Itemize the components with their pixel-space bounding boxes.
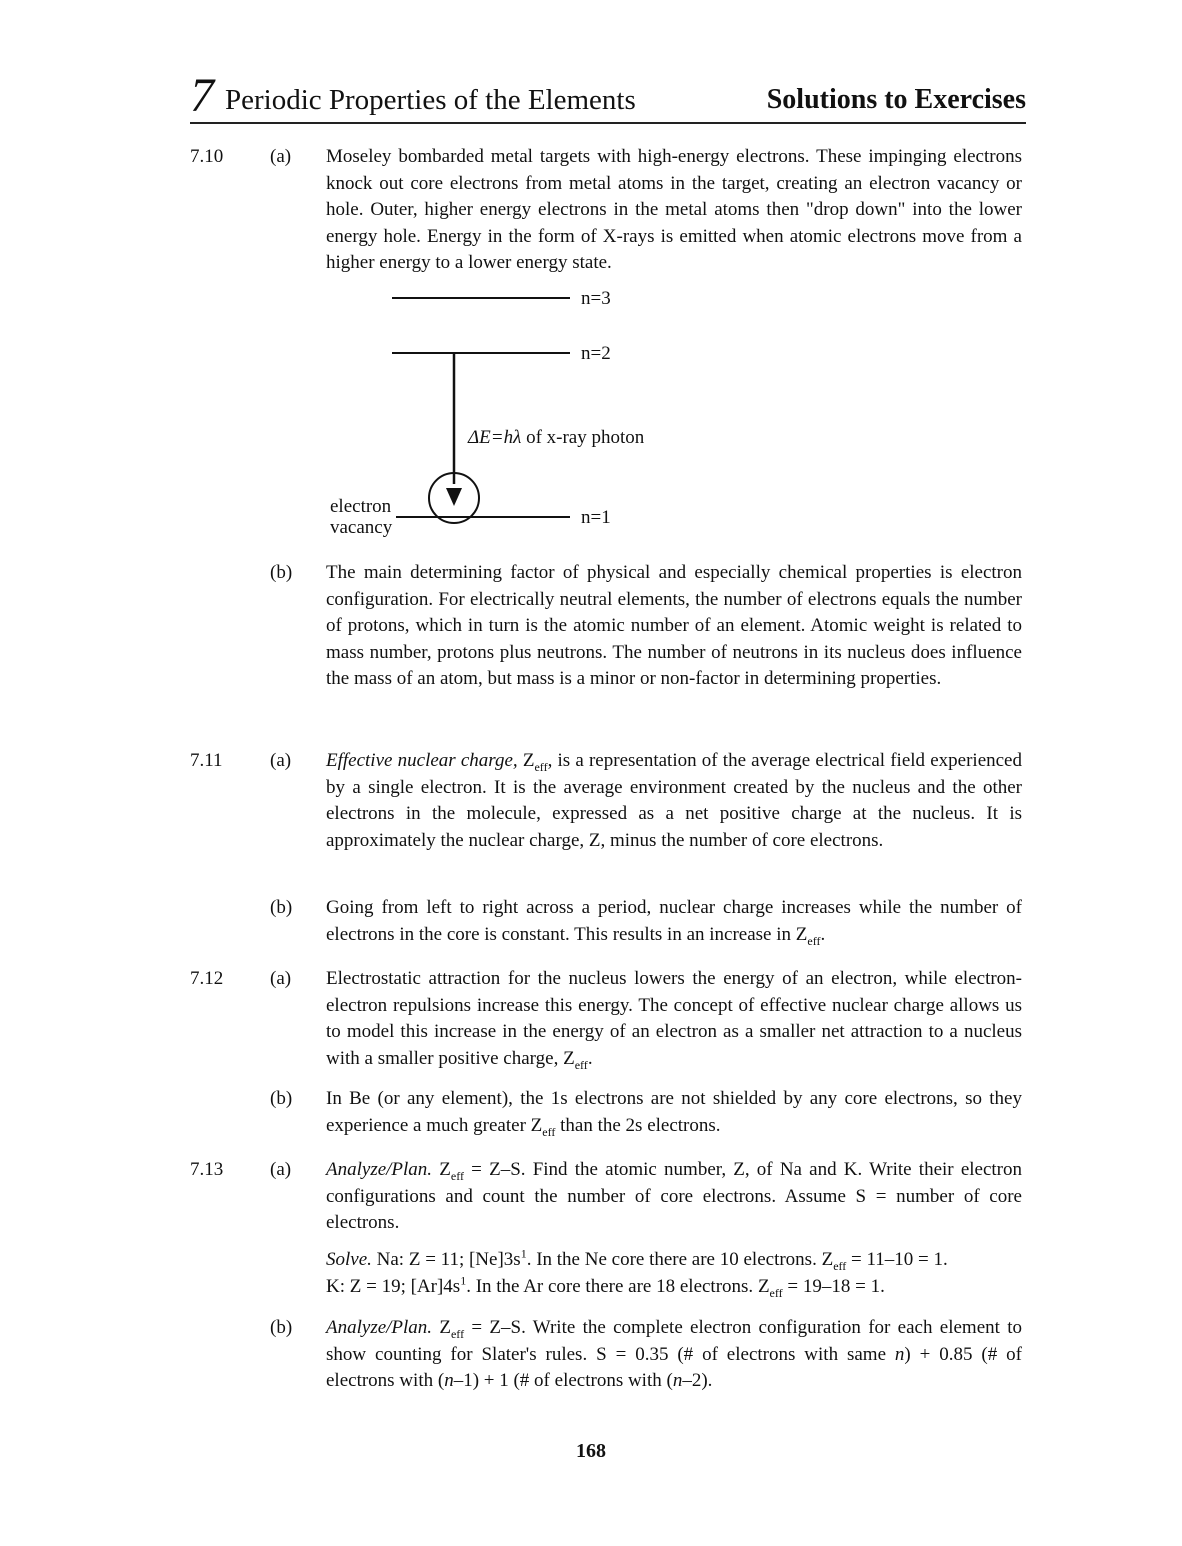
z-subscript: eff bbox=[574, 1057, 588, 1072]
solve-lead: Solve. bbox=[326, 1249, 372, 1270]
paragraph-7-13-a bbox=[326, 1157, 1022, 1237]
paragraph-text: = Z–S. Write the complete electron configuration for each element to show counting for Slater's rules. S = 0.35 (# of electrons with same bbox=[326, 1317, 1023, 1365]
part-label: (a) bbox=[270, 750, 292, 771]
page-header bbox=[190, 70, 1026, 124]
analyze-plan-lead: Analyze/Plan. bbox=[326, 1317, 433, 1338]
paragraph-text: In Be (or any element), the 1s electrons are not shielded by any core electrons, so they experience a much greater bbox=[326, 1088, 1022, 1136]
transition-arrow-head bbox=[446, 488, 462, 506]
z-symbol: Z bbox=[522, 750, 535, 771]
solve-text: = 19–18 = 1. bbox=[782, 1275, 885, 1297]
paragraph-text: = Z–S. Find the atomic number, Z, of Na and K. Write their electron configurations and count the number of core electrons. Assume S = number of core electrons. bbox=[326, 1159, 1022, 1233]
section-title: Solutions to Exercises bbox=[766, 84, 1026, 115]
energy-level-diagram bbox=[320, 284, 740, 544]
chapter-title: Periodic Properties of the Elements bbox=[225, 84, 636, 116]
paragraph-7-10-b: The main determining factor of physical and especially chemical properties is electron configuration. For electrically neutral elements, the number of electrons equals the number of protons, which in turn is the atomic number of an element. Atomic weight is related to mass number, protons plus neutrons. The number of neutrons in its nucleus does influence the mass of an atom, but mass is a minor or non-factor in determining properties. bbox=[326, 562, 1022, 689]
paragraph-7-13-b bbox=[326, 1315, 1022, 1395]
z-symbol: Z bbox=[530, 1114, 543, 1136]
photon-formula: ΔE=hλ bbox=[468, 427, 522, 448]
paragraph-text: Going from left to right across a period, nuclear charge increases while the number of electrons in the core is constant. This results in an increase in bbox=[326, 897, 1022, 945]
vacancy-label-line2: vacancy bbox=[330, 517, 393, 538]
superscript: 1 bbox=[460, 1273, 467, 1288]
z-symbol: Z bbox=[439, 1159, 451, 1180]
solve-text: . In the Ne core there are 10 electrons. bbox=[526, 1249, 822, 1270]
paragraph-end: . bbox=[820, 923, 826, 945]
level-n2-label: n=2 bbox=[581, 343, 611, 364]
part-label: (b) bbox=[270, 562, 293, 583]
paragraph-7-10-a: Moseley bombarded metal targets with high-energy electrons. These impinging electrons knock out core electrons from metal atoms in the target, creating an electron vacancy or hole. Outer, higher energy electrons in the metal atoms then "drop down" into the lower energy hole. Energy in the form of X-rays is emitted when atomic electrons move from a higher energy to a lower energy state. bbox=[326, 146, 1022, 273]
z-subscript: eff bbox=[450, 1326, 465, 1341]
exercise-number: 7.13 bbox=[190, 1159, 224, 1180]
z-subscript: eff bbox=[769, 1285, 783, 1300]
z-symbol: Z bbox=[563, 1047, 575, 1069]
solve-text: K: Z = 19; [Ar]4s bbox=[326, 1275, 461, 1297]
z-subscript: eff bbox=[450, 1168, 464, 1183]
part-label: (b) bbox=[270, 1317, 293, 1338]
z-symbol: Z bbox=[439, 1317, 451, 1338]
paragraph-7-12-a bbox=[326, 966, 1022, 1072]
variable-n: n bbox=[894, 1343, 905, 1365]
paragraph-7-12-b bbox=[326, 1086, 1022, 1139]
chapter-number: 7 bbox=[190, 69, 214, 122]
part-label: (a) bbox=[270, 1159, 292, 1180]
analyze-plan-lead: Analyze/Plan. bbox=[326, 1159, 433, 1180]
z-subscript: eff bbox=[534, 759, 548, 774]
paragraph-7-11-a bbox=[326, 748, 1022, 854]
paragraph-text: Electrostatic attraction for the nucleus lowers the energy of an electron, while electron-electron repulsions increase this energy. The concept of effective nuclear charge allows us to model this increase in the energy of an electron as a smaller net attraction to a nucleus with a smaller positive charge, bbox=[326, 968, 1022, 1069]
paragraph-text: , is a representation of the average electrical field experienced by a single electron. It is the average environment created by the nucleus and the other electrons in the molecule, expressed as a net positive charge at the nucleus. It is approximately the nuclear charge, Z, minus the number of core electrons. bbox=[326, 750, 1022, 851]
level-n1-label: n=1 bbox=[581, 507, 611, 528]
page-number: 168 bbox=[576, 1440, 606, 1462]
solve-text: = 11–10 = 1. bbox=[846, 1249, 948, 1270]
part-label: (b) bbox=[270, 1088, 293, 1109]
paragraph-text: –1) + 1 (# of electrons with ( bbox=[453, 1370, 673, 1391]
exercise-number: 7.12 bbox=[190, 968, 224, 989]
paragraph-end: . bbox=[587, 1047, 593, 1069]
paragraph-text: than the 2s electrons. bbox=[555, 1114, 721, 1136]
superscript: 1 bbox=[520, 1246, 527, 1261]
paragraph-text: ) + 0.85 (# of electrons with ( bbox=[326, 1343, 1022, 1391]
part-label: (a) bbox=[270, 146, 292, 167]
solve-text: . In the Ar core there are 18 electrons. bbox=[466, 1275, 758, 1297]
paragraph-7-13-a-solve bbox=[326, 1247, 1022, 1300]
photon-text: of x-ray photon bbox=[521, 427, 645, 448]
photon-label bbox=[468, 427, 644, 449]
paragraph-7-11-b bbox=[326, 895, 1022, 948]
variable-n: n bbox=[444, 1370, 454, 1391]
part-label: (a) bbox=[270, 968, 292, 989]
exercise-number: 7.11 bbox=[190, 750, 223, 771]
part-label: (b) bbox=[270, 897, 293, 918]
z-symbol: Z bbox=[795, 923, 808, 945]
solve-text: Na: Z = 11; [Ne]3s bbox=[371, 1249, 521, 1270]
paragraph-text: –2). bbox=[682, 1370, 713, 1391]
exercise-number: 7.10 bbox=[190, 146, 224, 167]
z-subscript: eff bbox=[542, 1124, 556, 1139]
z-subscript: eff bbox=[833, 1258, 847, 1273]
z-symbol: Z bbox=[757, 1275, 770, 1297]
z-symbol: Z bbox=[821, 1249, 834, 1270]
z-subscript: eff bbox=[807, 933, 821, 948]
level-n3-label: n=3 bbox=[581, 288, 611, 309]
variable-n: n bbox=[672, 1370, 683, 1391]
term-effective-nuclear-charge: Effective nuclear charge, bbox=[326, 750, 518, 771]
vacancy-label-line1: electron bbox=[330, 496, 392, 517]
